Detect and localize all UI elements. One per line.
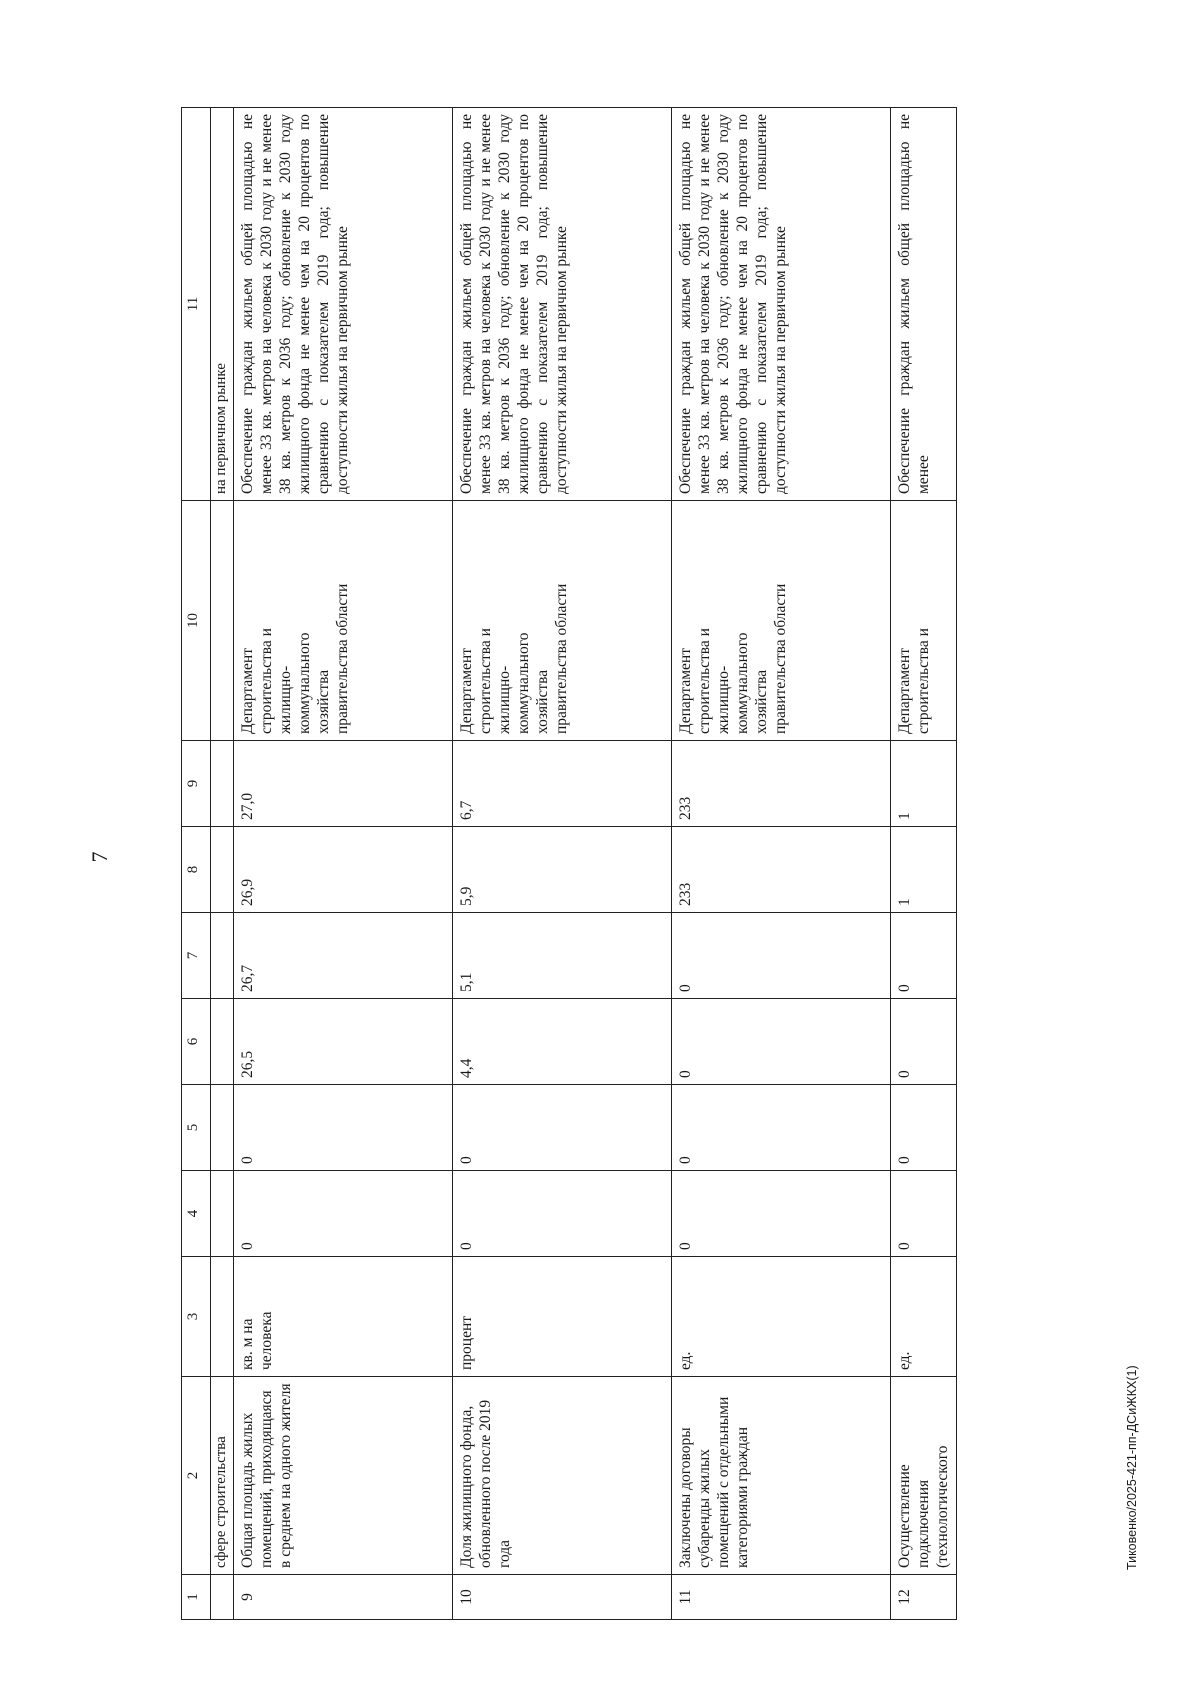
responsible-line: хозяйства: [753, 669, 770, 734]
row-number: 11: [672, 1575, 891, 1620]
indicator-name: Доля жилищного фонда, обновленного после 2019 года: [453, 1377, 672, 1575]
header-cell: 4: [182, 1171, 211, 1257]
page-number: 7: [87, 851, 112, 863]
responsible-line: строительства и: [915, 628, 932, 734]
table-row: [453, 108, 672, 1620]
section-result-cell: на первичном рынке: [211, 108, 234, 501]
value-col4: 0: [234, 1171, 453, 1257]
value-col7: 26,7: [234, 913, 453, 999]
result-cell: Обеспечение граждан жильем общей площадью не менее 33 кв. метров на человека к 2030 году и не менее 38 кв. метров к 2036 году; обновление к 2030 году жилищного фонда не менее чем на 20 процентов по сравнению с показателем 2019 года; повышение доступности жилья на первичном рынке: [234, 108, 453, 501]
responsible-line: Департамент: [896, 648, 913, 734]
value-col8: 5,9: [453, 827, 672, 913]
value-col7: 0: [891, 913, 957, 999]
header-cell: 1: [182, 1575, 211, 1620]
value-col6: 26,5: [234, 999, 453, 1085]
value-col7: 5,1: [453, 913, 672, 999]
responsible-line: жилищно-: [496, 665, 513, 734]
responsible-line: жилищно-: [715, 665, 732, 734]
responsible-line: правительства области: [772, 583, 789, 734]
header-cell: 6: [182, 999, 211, 1085]
indicator-name: Заключены договоры субаренды жилых помещений с отдельными категориями граждан: [672, 1377, 891, 1575]
empty-cell: [211, 1575, 234, 1620]
indicator-name: Осуществление подключения (технологического: [891, 1377, 957, 1575]
value-col4: 0: [453, 1171, 672, 1257]
row-number: 9: [234, 1575, 453, 1620]
value-col9: 6,7: [453, 741, 672, 827]
header-cell: 5: [182, 1085, 211, 1171]
empty-cell: [211, 1257, 234, 1377]
value-col6: 0: [672, 999, 891, 1085]
empty-cell: [211, 1085, 234, 1171]
value-col9: 233: [672, 741, 891, 827]
document-footer-code: Тиковенко/2025-421-пп-ДСиЖКХ(1): [1125, 1365, 1139, 1570]
unit-cell: кв. м на человека: [234, 1257, 453, 1377]
result-cell: Обеспечение граждан жильем общей площадью не менее 33 кв. метров на человека к 2030 году и не менее 38 кв. метров к 2036 году; обновление к 2030 году жилищного фонда не менее чем на 20 процентов по сравнению с показателем 2019 года; повышение доступности жилья на первичном рынке: [672, 108, 891, 501]
header-cell: 10: [182, 501, 211, 741]
header-cell: 3: [182, 1257, 211, 1377]
header-cell: 8: [182, 827, 211, 913]
header-cell: 2: [182, 1377, 211, 1575]
value-col6: 0: [891, 999, 957, 1085]
value-col5: 0: [672, 1085, 891, 1171]
empty-cell: [211, 913, 234, 999]
value-col4: 0: [672, 1171, 891, 1257]
rotated-page-content: [181, 108, 1081, 1620]
table-row: [234, 108, 453, 1620]
section-continuation-row: [211, 108, 234, 1620]
value-col4: 0: [891, 1171, 957, 1257]
result-cell: Обеспечение граждан жильем общей площадью не менее 33 кв. метров на человека к 2030 году и не менее 38 кв. метров к 2036 году; обновление к 2030 году жилищного фонда не менее чем на 20 процентов по сравнению с показателем 2019 года; повышение доступности жилья на первичном рынке: [453, 108, 672, 501]
section-name-cell: сфере строительства: [211, 1377, 234, 1575]
header-cell: 9: [182, 741, 211, 827]
responsible-line: хозяйства: [534, 669, 551, 734]
row-number: 10: [453, 1575, 672, 1620]
responsible-cell: [234, 501, 453, 741]
empty-cell: [211, 827, 234, 913]
unit-cell: ед.: [672, 1257, 891, 1377]
value-col6: 4,4: [453, 999, 672, 1085]
value-col5: 0: [891, 1085, 957, 1171]
indicators-table: [181, 107, 957, 1620]
responsible-line: хозяйства: [315, 669, 332, 734]
value-col8: 26,9: [234, 827, 453, 913]
unit-cell: процент: [453, 1257, 672, 1377]
value-col9: 1: [891, 741, 957, 827]
responsible-cell: [453, 501, 672, 741]
responsible-line: Департамент: [677, 648, 694, 734]
table-row: [672, 108, 891, 1620]
header-cell: 7: [182, 913, 211, 999]
unit-cell: ед.: [891, 1257, 957, 1377]
result-cell: Обеспечение граждан жильем общей площадью не менее: [891, 108, 957, 501]
empty-cell: [211, 999, 234, 1085]
empty-cell: [211, 1171, 234, 1257]
empty-cell: [211, 741, 234, 827]
responsible-line: строительства и: [477, 628, 494, 734]
value-col5: 0: [234, 1085, 453, 1171]
responsible-line: коммунального: [734, 632, 751, 734]
header-row: [182, 108, 211, 1620]
responsible-cell: [891, 501, 957, 741]
row-number: 12: [891, 1575, 957, 1620]
value-col5: 0: [453, 1085, 672, 1171]
responsible-line: строительства и: [696, 628, 713, 734]
responsible-line: Департамент: [458, 648, 475, 734]
empty-cell: [211, 501, 234, 741]
value-col8: 1: [891, 827, 957, 913]
value-col7: 0: [672, 913, 891, 999]
value-col9: 27,0: [234, 741, 453, 827]
header-cell: 11: [182, 108, 211, 501]
responsible-line: правительства области: [553, 583, 570, 734]
responsible-cell: [672, 501, 891, 741]
responsible-line: Департамент: [239, 648, 256, 734]
responsible-line: жилищно-: [277, 665, 294, 734]
responsible-line: коммунального: [296, 632, 313, 734]
table-row: [891, 108, 957, 1620]
value-col8: 233: [672, 827, 891, 913]
responsible-line: коммунального: [515, 632, 532, 734]
indicator-name: Общая площадь жилых помещений, приходящаяся в среднем на одного жителя: [234, 1377, 453, 1575]
responsible-line: строительства и: [258, 628, 275, 734]
responsible-line: правительства области: [334, 583, 351, 734]
